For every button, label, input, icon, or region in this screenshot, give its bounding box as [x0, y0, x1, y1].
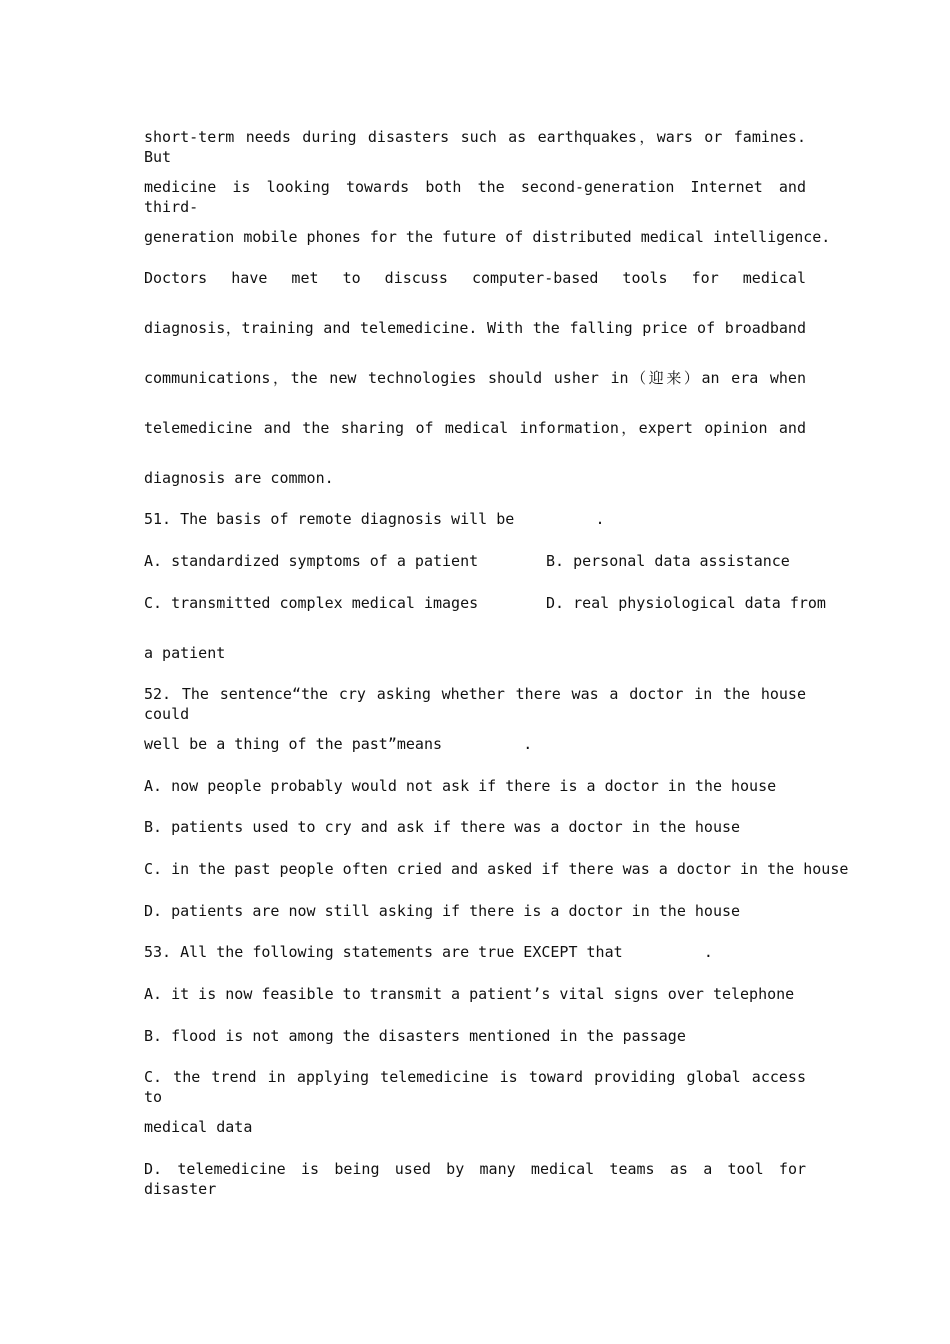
question-53-option-a: A. it is now feasible to transmit a patient’s vital signs over telephone	[144, 985, 795, 1003]
question-51-option-d-continued: a patient	[144, 644, 226, 662]
question-51-option-a: A. standardized symptoms of a patient	[144, 552, 479, 570]
question-51-option-d: D. real physiological data from	[546, 594, 826, 612]
question-51-option-c: C. transmitted complex medical images	[144, 594, 479, 612]
question-52-option-a: A. now people probably would not ask if there is a doctor in the house	[144, 777, 777, 795]
question-52-option-d: D. patients are now still asking if there is a doctor in the house	[144, 902, 741, 920]
passage-line-3: generation mobile phones for the future of distributed medical intelligence.	[144, 228, 831, 246]
passage-line-4: Doctors have met to discuss computer-based tools for medical	[144, 269, 806, 287]
question-53-option-b: B. flood is not among the disasters mentioned in the passage	[144, 1027, 686, 1045]
passage-line-2: medicine is looking towards both the second-generation Internet and third-	[144, 178, 806, 216]
question-52-stem-line-2: well be a thing of the past”means .	[144, 735, 533, 753]
passage-line-1: short-term needs during disasters such as earthquakes，wars or famines. But	[144, 128, 806, 166]
question-51-option-b: B. personal data assistance	[546, 552, 790, 570]
question-53-option-d: D. telemedicine is being used by many medical teams as a tool for disaster	[144, 1160, 806, 1198]
question-53-option-c-continued: medical data	[144, 1118, 253, 1136]
question-52-stem-line-1: 52. The sentence“the cry asking whether there was a doctor in the house could	[144, 685, 806, 723]
question-53-option-c: C. the trend in applying telemedicine is toward providing global access to	[144, 1068, 806, 1106]
question-52-option-b: B. patients used to cry and ask if there was a doctor in the house	[144, 818, 741, 836]
passage-line-6: communications，the new technologies should usher in（迎来）an era when	[144, 369, 806, 387]
passage-line-8: diagnosis are common.	[144, 469, 334, 487]
question-51-stem: 51. The basis of remote diagnosis will be .	[144, 510, 605, 528]
question-52-option-c: C. in the past people often cried and asked if there was a doctor in the house	[144, 860, 849, 878]
question-53-stem: 53. All the following statements are true EXCEPT that .	[144, 943, 713, 961]
passage-line-7: telemedicine and the sharing of medical information，expert opinion and	[144, 419, 806, 437]
passage-line-5: diagnosis，training and telemedicine. With the falling price of broadband	[144, 319, 806, 337]
